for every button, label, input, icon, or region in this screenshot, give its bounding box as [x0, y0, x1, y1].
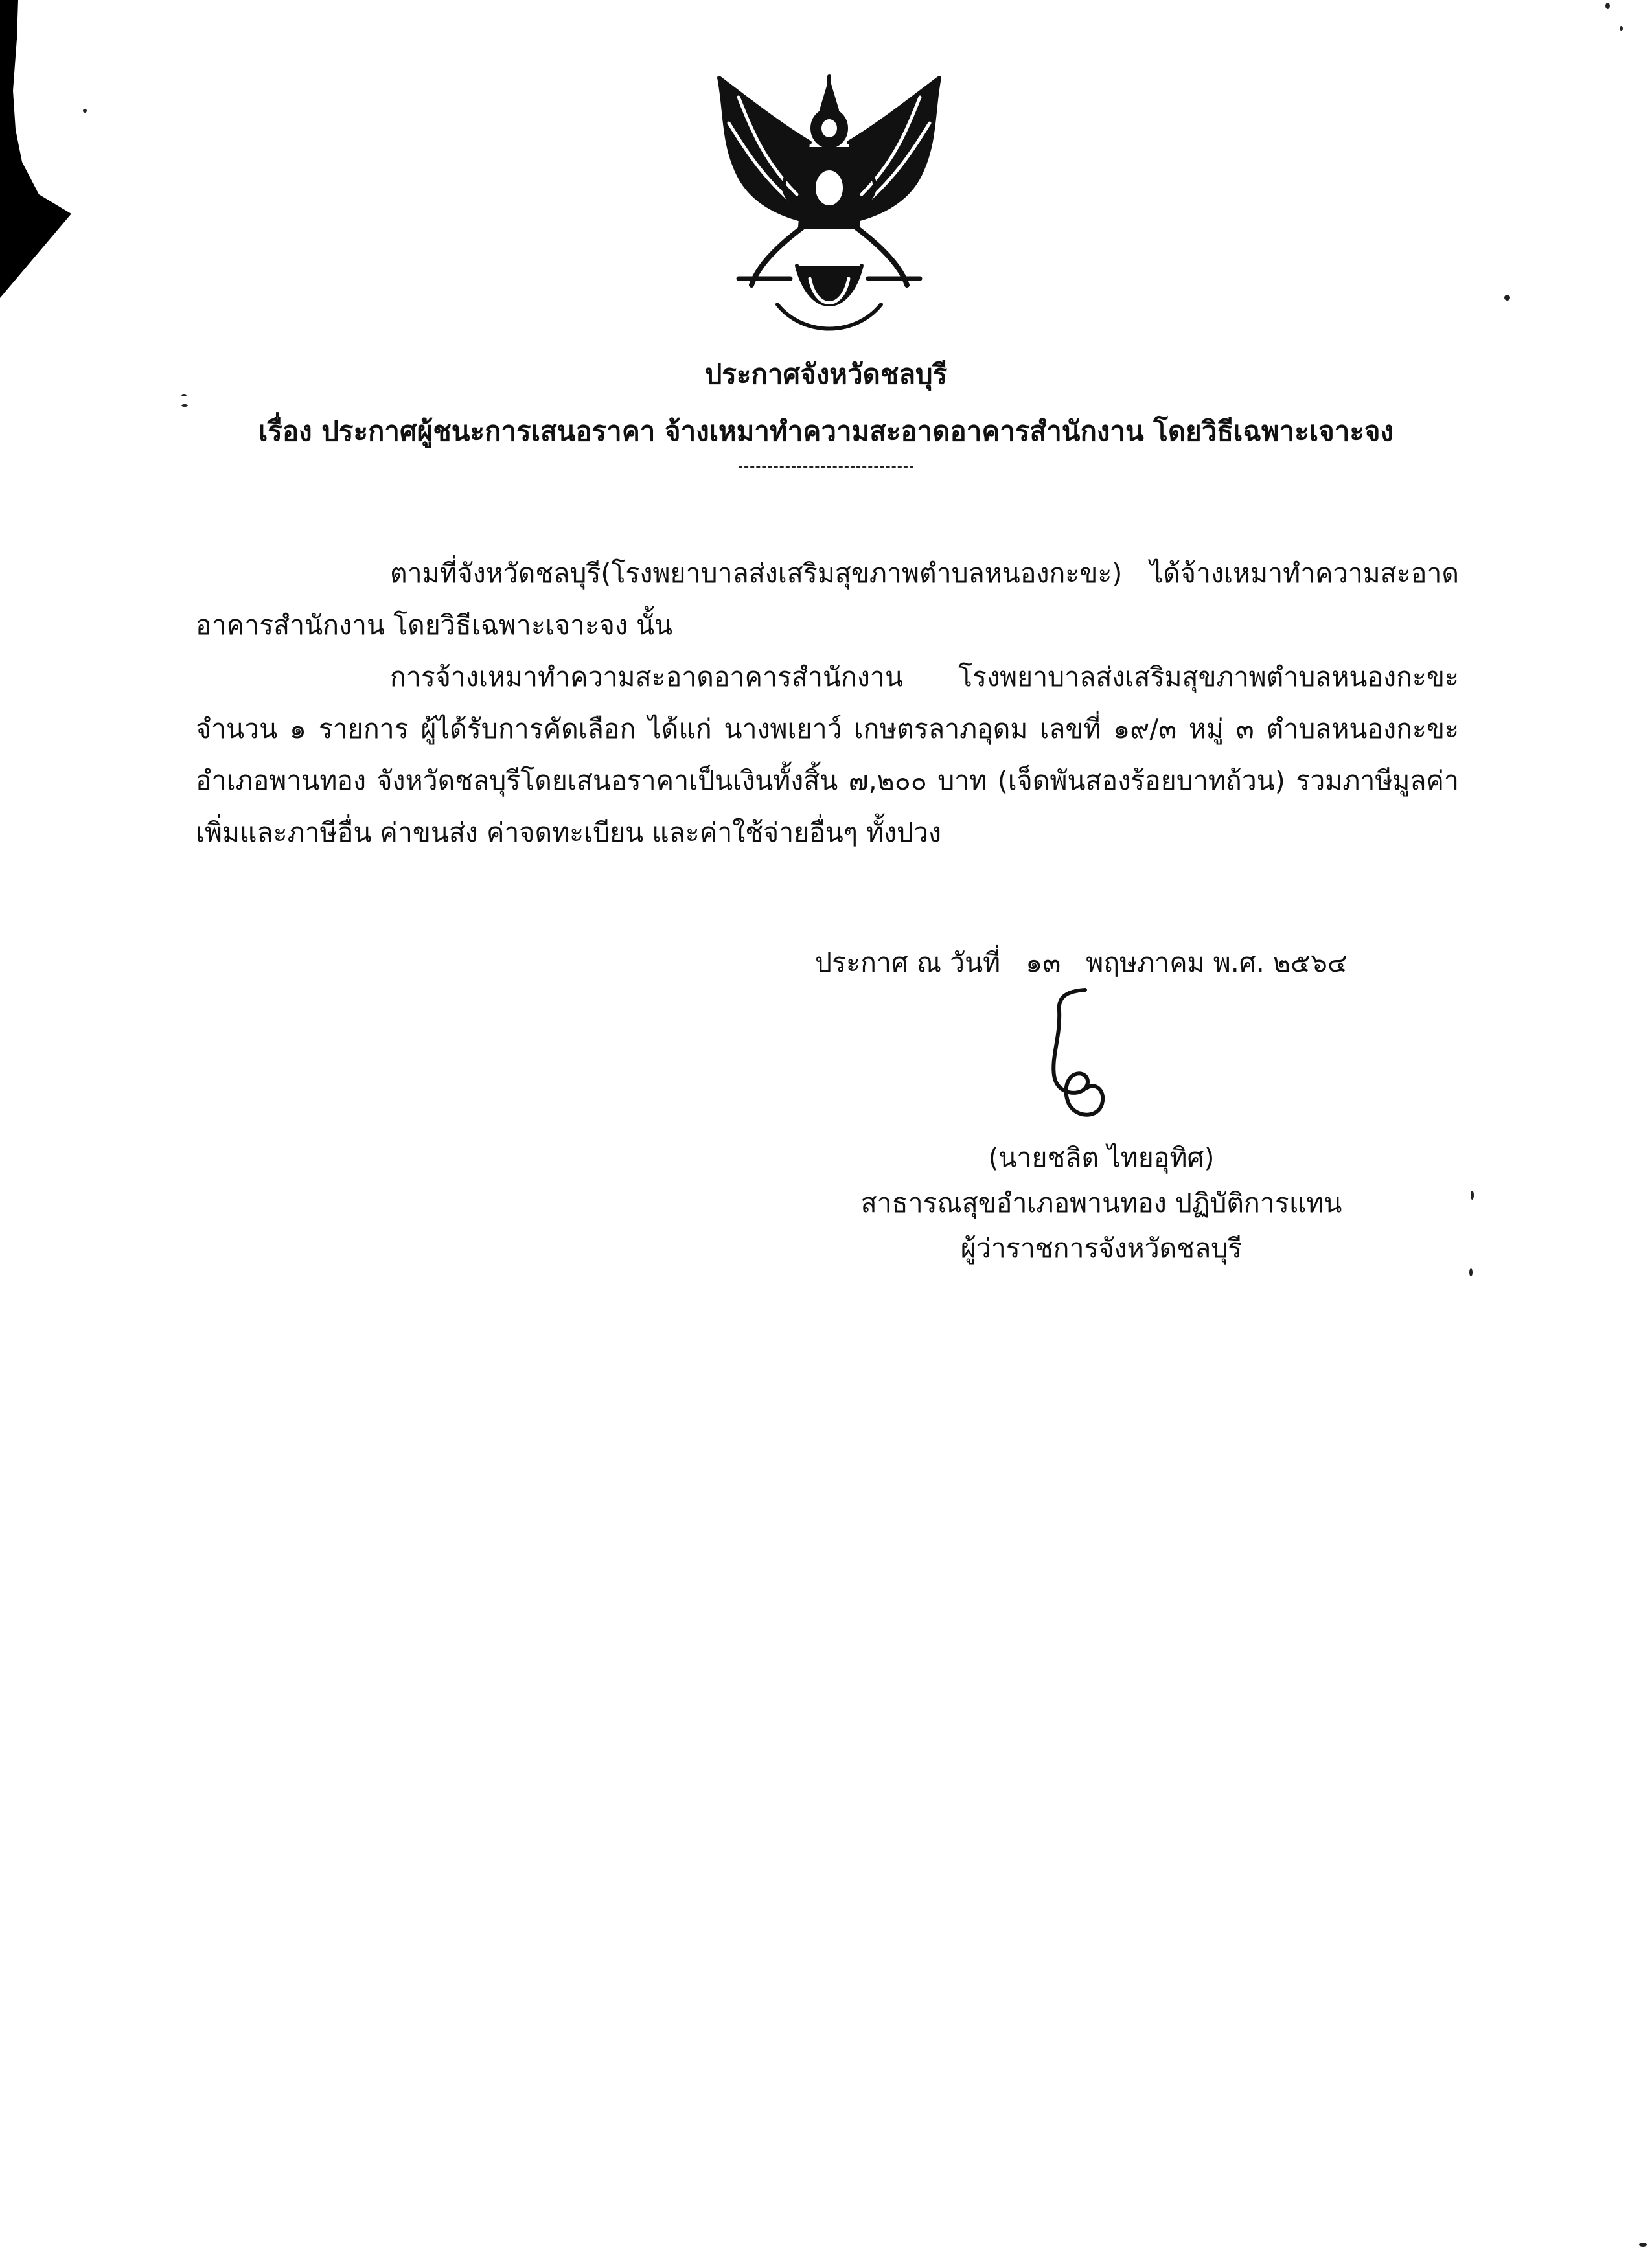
date-prefix: ประกาศ ณ วันที่ [815, 947, 1001, 978]
scan-speck [1471, 1191, 1474, 1200]
document-title: ประกาศจังหวัดชลบุรี [704, 358, 948, 390]
signatory-role: ผู้ว่าราชการจังหวัดชลบุรี [960, 1233, 1243, 1264]
scan-speck [1620, 26, 1623, 31]
date-month-year: พฤษภาคม พ.ศ. ๒๕๖๔ [1086, 947, 1348, 978]
scan-speck [1639, 2243, 1647, 2247]
scan-speck [1504, 295, 1510, 301]
handwritten-signature [1040, 985, 1111, 1127]
body-paragraph-1: ตามที่จังหวัดชลบุรี(โรงพยาบาลส่งเสริมสุขภาพตำบลหนองกะขะ) ได้จ้างเหมาทำความสะอาด อาคารสำนักงาน โดยวิธีเฉพาะเจาะจง นั้น [196, 558, 1459, 641]
scan-speck [181, 394, 187, 396]
body-paragraph-2: การจ้างเหมาทำความสะอาดอาคารสำนักงาน โรงพยาบาลส่งเสริมสุขภาพตำบลหนองกะขะ จำนวน ๑ รายการ ผู้ได้รับการคัดเลือก ได้แก่ นางพเยาว์ เกษตรลาภอุดม เลขที่ ๑๙/๓ หมู่ ๓ ตำบลหนองกะขะ อำเภอพานทอง จังหวัดชลบุรีโดยเสนอราคาเป็นเงินทั้งสิ้น ๗,๒๐๐ บาท (เจ็ดพันสองร้อยบาทถ้วน) รวมภาษีมูลค่าเพิ่มและภาษีอื่น ค่าขนส่ง ค่าจดทะเบียน และค่าใช้จ่ายอื่นๆ ทั้งปวง [196, 661, 1460, 848]
date-day: ๑๓ [1026, 947, 1061, 978]
garuda-emblem [700, 71, 959, 343]
heading-divider [739, 466, 913, 468]
scan-speck [1605, 3, 1610, 9]
scan-speck [83, 109, 87, 113]
signatory-name: (นายชลิต ไทยอุทิศ) [988, 1142, 1215, 1173]
signatory-position: สาธารณสุขอำเภอพานทอง ปฏิบัติการแทน [860, 1187, 1342, 1219]
scan-speck [181, 404, 188, 407]
scan-corner-shadow [0, 0, 78, 298]
scan-speck [1469, 1268, 1473, 1276]
announcement-date [815, 940, 1364, 985]
document-subject: เรื่อง ประกาศผู้ชนะการเสนอราคา จ้างเหมาทำความสะอาดอาคารสำนักงาน โดยวิธีเฉพาะเจาะจง [258, 415, 1394, 447]
